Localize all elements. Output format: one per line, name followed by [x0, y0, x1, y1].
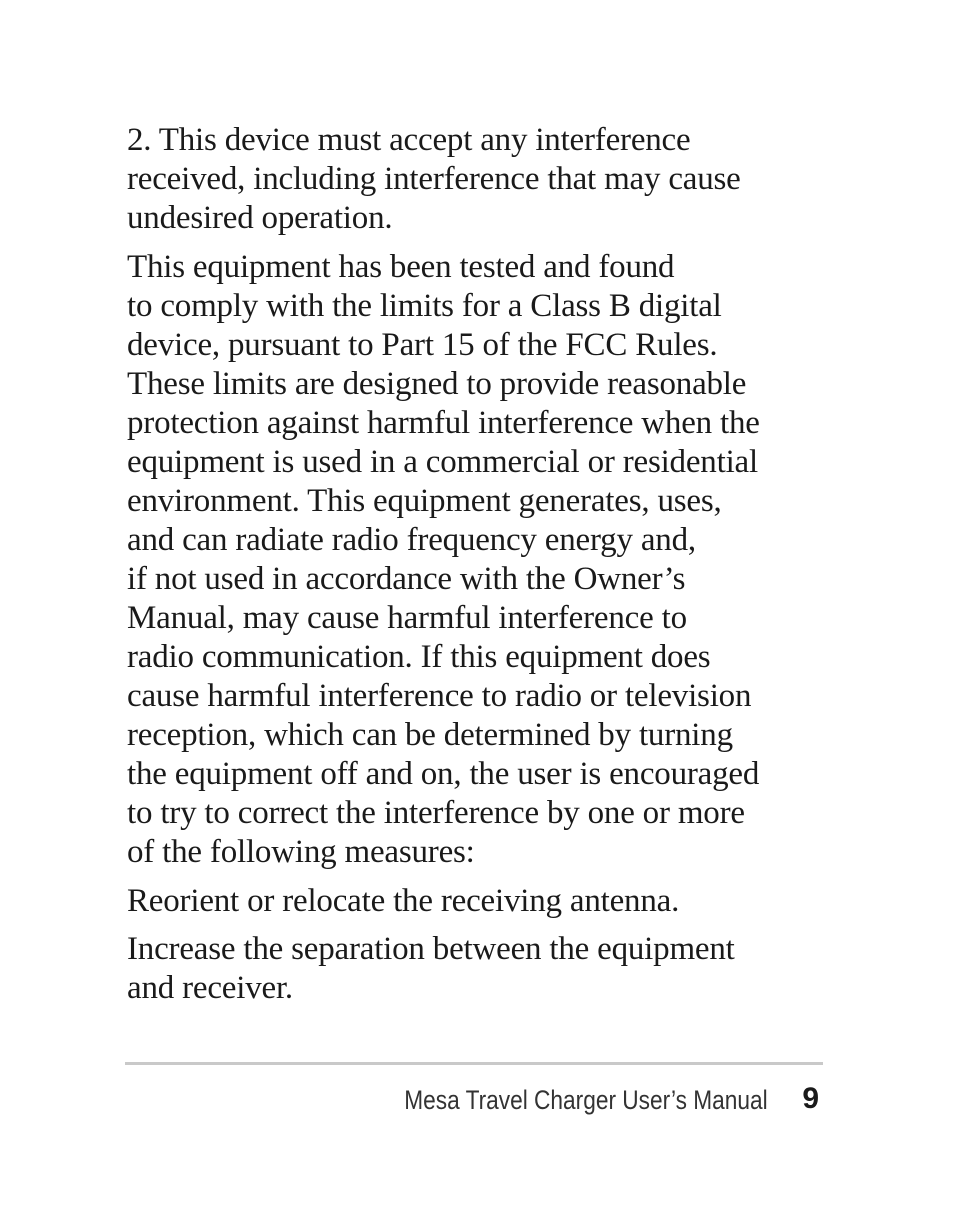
footer-manual-title: Mesa Travel Charger User’s Manual — [404, 1085, 768, 1115]
text-line: Reorient or relocate the receiving antenna. — [127, 883, 680, 919]
text-line: Manual, may cause harmful interference to — [127, 600, 687, 636]
text-line: Increase the separation between the equipment — [127, 931, 735, 967]
text-line: environment. This equipment generates, uses, — [127, 483, 722, 519]
page-number: 9 — [802, 1082, 819, 1115]
text-line: cause harmful interference to radio or television — [127, 678, 752, 714]
text-line: undesired operation. — [127, 200, 393, 236]
text-line: radio communication. If this equipment does — [127, 639, 711, 675]
text-line: if not used in accordance with the Owner’s — [127, 561, 686, 597]
text-line: to comply with the limits for a Class B digital — [127, 288, 722, 324]
text-line: to try to correct the interference by one or more — [127, 795, 745, 831]
text-line: device, pursuant to Part 15 of the FCC Rules. — [127, 327, 718, 363]
text-line: This equipment has been tested and found — [127, 249, 675, 285]
text-line: These limits are designed to provide reasonable — [127, 366, 747, 402]
text-line: 2. This device must accept any interference — [127, 122, 691, 158]
text-line: of the following measures: — [127, 834, 475, 870]
text-line: reception, which can be determined by turning — [127, 717, 733, 753]
text-line: received, including interference that may cause — [127, 161, 741, 197]
text-line: equipment is used in a commercial or residential — [127, 444, 758, 480]
text-line: the equipment off and on, the user is encouraged — [127, 756, 760, 792]
text-line: protection against harmful interference when the — [127, 405, 760, 441]
text-line: and receiver. — [127, 970, 293, 1006]
footer-divider — [125, 1062, 823, 1065]
text-line: and can radiate radio frequency energy and, — [127, 522, 696, 558]
